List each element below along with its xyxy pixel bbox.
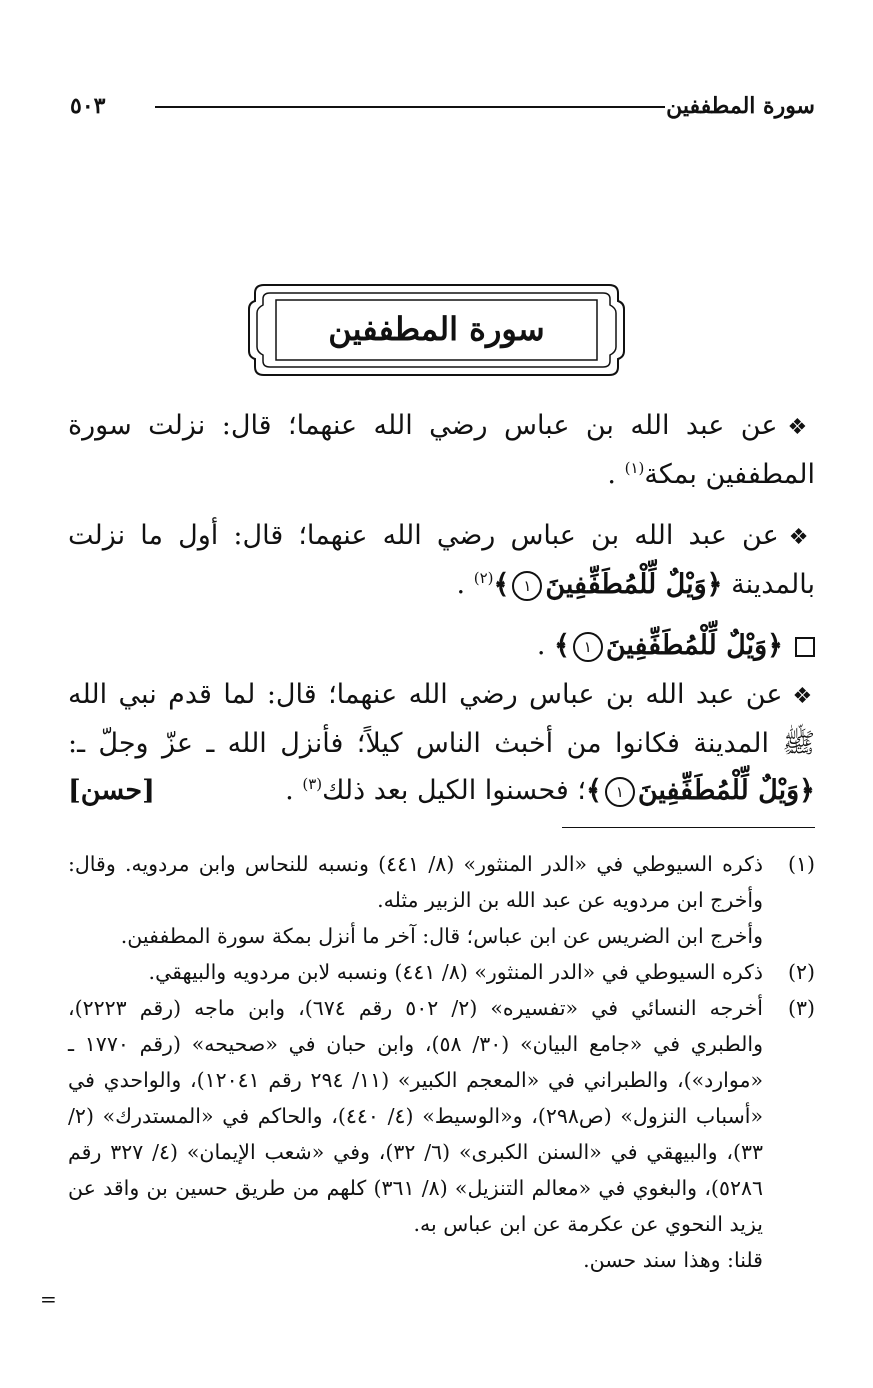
ayah-number-icon: ١: [605, 777, 635, 807]
footnote-3-continuation: قلنا: وهذا سند حسن.: [583, 1248, 763, 1272]
footnote-ref-link[interactable]: (٣): [302, 775, 323, 793]
sentence-end: .: [536, 630, 546, 661]
quran-bracket-close: ﴾: [554, 630, 570, 661]
diamond-bullet-icon: ❖: [792, 684, 815, 709]
surah-title-frame: [246, 281, 627, 379]
quran-bracket-close: ﴾: [586, 775, 602, 806]
hadith-paragraph-1: [68, 402, 815, 498]
hadith-text: عن عبد الله بن عباس رضي الله عنهما؛ قال: نزلت سورة المطففين بمكة: [68, 410, 815, 490]
footnote-3: [68, 990, 815, 1242]
sentence-end: .: [607, 459, 617, 490]
footnote-separator: [562, 827, 815, 828]
sentence-end: .: [285, 775, 294, 806]
footnote-1-continuation: وأخرج ابن الضريس عن ابن عباس؛ قال: آخر ما أنزل بمكة سورة المطففين.: [120, 924, 763, 948]
footnote-ref-link[interactable]: (١): [624, 459, 645, 477]
quran-verse: ﴿وَيْلٌ لِّلْمُطَفِّفِينَ: [605, 630, 783, 661]
square-bullet-icon: [795, 637, 815, 657]
quran-verse: ﴿وَيْلٌ لِّلْمُطَفِّفِينَ: [545, 569, 723, 600]
footnote-number: (٣): [787, 996, 815, 1020]
main-text: [68, 402, 815, 828]
sentence-end: .: [456, 569, 466, 600]
grading-label: [حسن]: [68, 775, 155, 806]
quran-bracket-close: ﴾: [493, 569, 510, 600]
diamond-bullet-icon: ❖: [787, 415, 815, 440]
footnotes-section: [68, 846, 815, 1278]
footnote-text: ذكره السيوطي في «الدر المنثور» (٨/ ٤٤١) ونسبه للنحاس وابن مردويه. وقال: وأخرج ابن مردويه عن عبد الله بن الزبير مثله.: [68, 852, 764, 912]
continuation-mark: =: [40, 1287, 57, 1311]
hadith-paragraph-2: [68, 512, 815, 608]
surah-title: سورة المطففين: [328, 310, 545, 348]
hadith-text: عن عبد الله بن عباس رضي الله عنهما؛ قال: أول ما نزلت بالمدينة: [68, 520, 815, 600]
diamond-bullet-icon: ❖: [788, 525, 816, 550]
quran-verse: ﴿وَيْلٌ لِّلْمُطَفِّفِينَ: [637, 775, 815, 806]
hadith-paragraph-3: [68, 671, 815, 814]
hadith-text: عن عبد الله بن عباس رضي الله عنهما؛ قال: لما قدم نبي الله ﷺ المدينة فكانوا من أخبث الناس كيلاً؛ فأنزل الله ـ عزّ وجلّ ـ:: [68, 679, 815, 759]
footnote-1: [68, 846, 815, 918]
footnote-number: (١): [787, 852, 815, 876]
verse-heading: [68, 622, 815, 669]
page-number: ٥٠٣: [70, 93, 106, 119]
hadith-text-tail: ؛ فحسنوا الكيل بعد ذلك: [322, 775, 586, 806]
footnote-text: ذكره السيوطي في «الدر المنثور» (٨/ ٤٤١) ونسبه لابن مردويه والبيهقي.: [148, 960, 763, 984]
running-header: [70, 92, 815, 122]
footnote-ref-link[interactable]: (٢): [473, 569, 494, 587]
header-rule: [155, 106, 665, 108]
footnote-2: [68, 954, 815, 990]
ayah-number-icon: ١: [573, 632, 603, 662]
running-header-title: سورة المطففين: [666, 93, 815, 119]
footnote-number: (٢): [787, 960, 815, 984]
footnote-text: أخرجه النسائي في «تفسيره» (٢/ ٥٠٢ رقم ٦٧٤)، وابن ماجه (رقم ٢٢٢٣)، والطبري في «جامع البيان» (٣٠/ ٥٨)، وابن حبان في «صحيحه» (رقم ١٧٧٠ ـ «موارد»)، والطبراني في «المعجم الكبير» (١١/ ٢٩٤ رقم ١٢٠٤١)، والواحدي في «أسباب النزول» (ص٢٩٨)، و«الوسيط» (٤/ ٤٤٠)، والحاكم في «المستدرك» (٢/ ٣٣)، والبيهقي في «السنن الكبرى» (٦/ ٣٢)، وفي «شعب الإيمان» (٤/ ٣٢٧ رقم ٥٢٨٦)، والبغوي في «معالم التنزيل» (٨/ ٣٦١) كلهم من طريق حسين بن واقد عن يزيد النحوي عن عكرمة عن ابن عباس به.: [68, 996, 763, 1236]
ayah-number-icon: ١: [512, 571, 542, 601]
